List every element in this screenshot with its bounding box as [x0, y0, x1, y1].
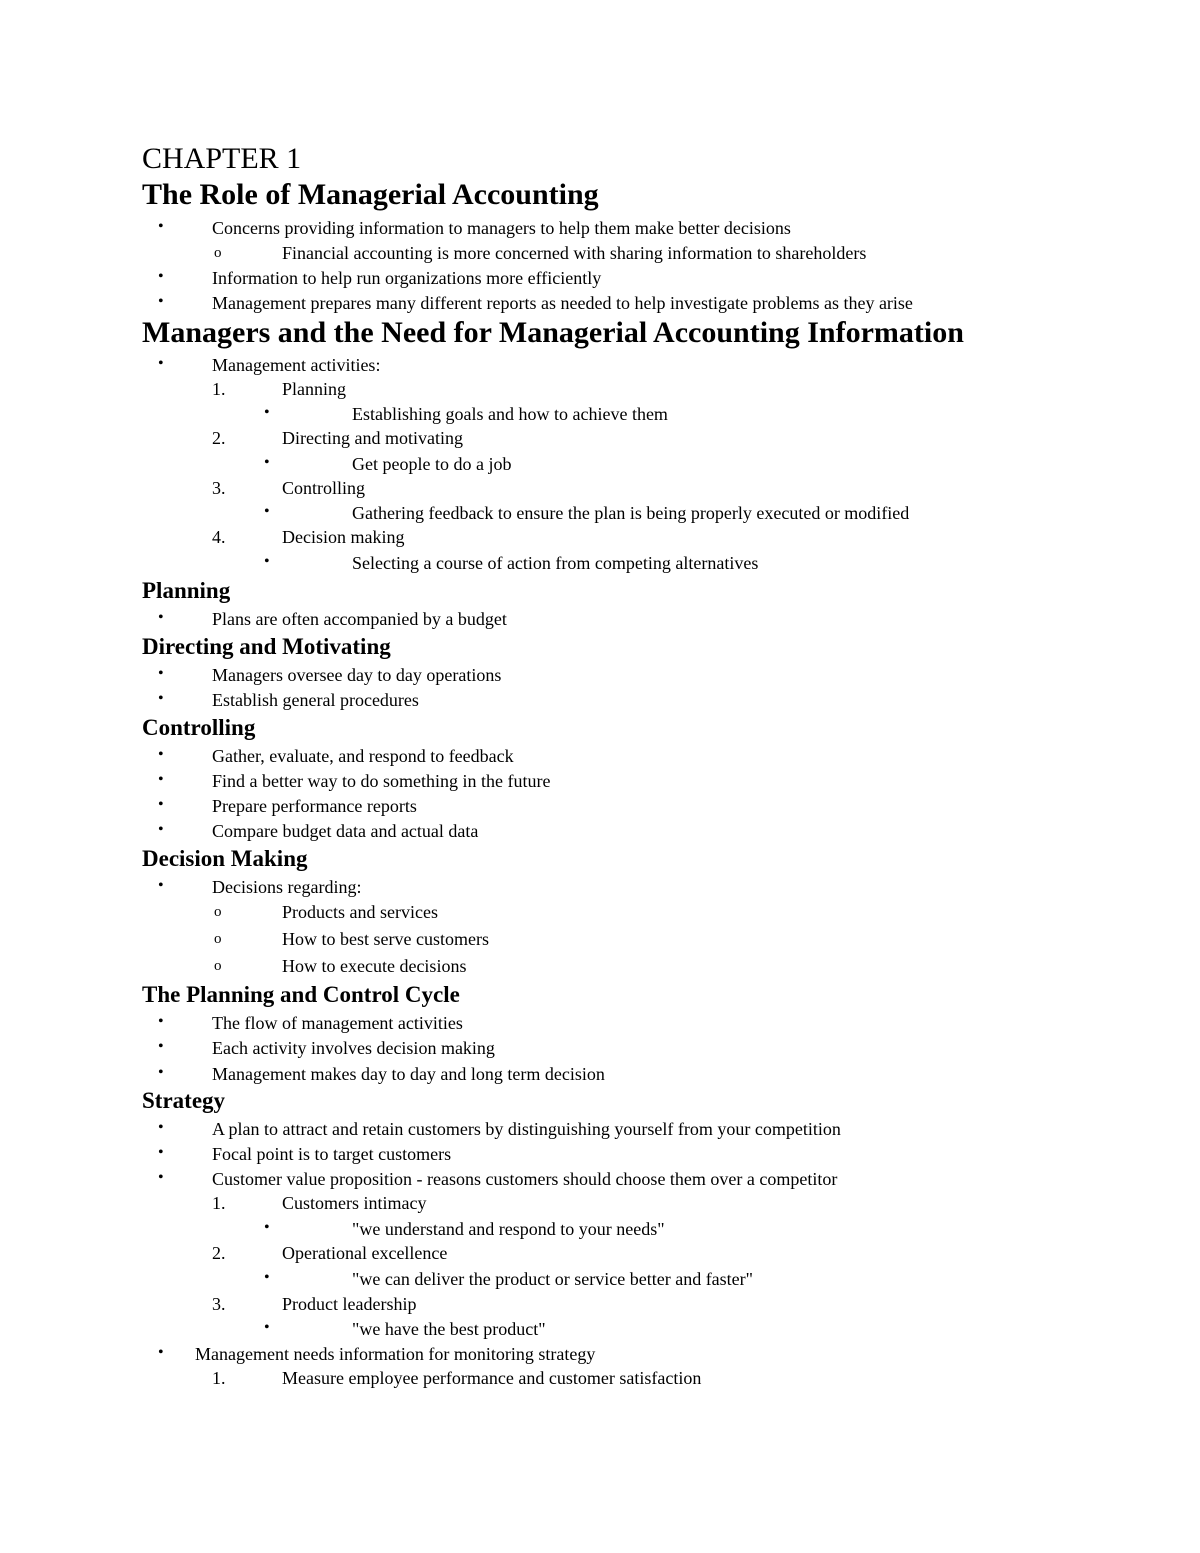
list-item: Product leadership [282, 1294, 417, 1314]
list-item: Controlling [282, 478, 366, 498]
list-item: Establish general procedures [212, 690, 419, 710]
section-heading-cycle: The Planning and Control Cycle [142, 982, 460, 1007]
bullet-marker: • [158, 690, 164, 707]
bullet-marker: • [158, 1013, 164, 1030]
bullet-marker: • [264, 454, 270, 471]
list-item: Decision making [282, 527, 405, 547]
bullet-marker: • [158, 293, 164, 310]
bullet-marker: • [158, 355, 164, 372]
bullet-marker: • [158, 746, 164, 763]
bullet-marker: • [158, 1064, 164, 1081]
list-item: Establishing goals and how to achieve them [352, 404, 668, 424]
section-heading-planning: Planning [142, 578, 231, 603]
bullet-marker: • [158, 1344, 164, 1361]
list-item: Get people to do a job [352, 454, 512, 474]
number-marker: 2. [212, 1243, 226, 1263]
list-item: Find a better way to do something in the future [212, 771, 551, 791]
number-marker: 2. [212, 428, 226, 448]
list-item: Plans are often accompanied by a budget [212, 609, 507, 629]
bullet-marker: • [158, 1169, 164, 1186]
bullet-marker: • [264, 553, 270, 570]
list-item: How to best serve customers [282, 929, 489, 949]
list-item: Compare budget data and actual data [212, 821, 479, 841]
list-item: Management prepares many different reports as needed to help investigate problems as they arise [212, 293, 913, 313]
list-item: Concerns providing information to managers to help them make better decisions [212, 218, 791, 238]
section-heading-strategy: Strategy [142, 1088, 226, 1113]
circle-marker: o [214, 904, 222, 920]
number-marker: 3. [212, 478, 226, 498]
number-marker: 4. [212, 527, 226, 547]
bullet-marker: • [158, 796, 164, 813]
list-item: Management makes day to day and long term decision [212, 1064, 605, 1084]
circle-marker: o [214, 245, 222, 261]
list-item: Selecting a course of action from competing alternatives [352, 553, 759, 573]
bullet-marker: • [264, 1319, 270, 1336]
list-item: Decisions regarding: [212, 877, 362, 897]
circle-marker: o [214, 931, 222, 947]
number-marker: 1. [212, 379, 226, 399]
section-heading-directing: Directing and Motivating [142, 634, 391, 659]
chapter-label: CHAPTER 1 [142, 142, 302, 175]
list-item: Products and services [282, 902, 438, 922]
list-item: Customers intimacy [282, 1193, 427, 1213]
number-marker: 3. [212, 1294, 226, 1314]
section-heading-decision: Decision Making [142, 846, 308, 871]
list-item: Gathering feedback to ensure the plan is being properly executed or modified [352, 503, 910, 523]
bullet-marker: • [158, 877, 164, 894]
list-item: A plan to attract and retain customers by distinguishing yourself from your competition [212, 1119, 841, 1139]
list-item: Measure employee performance and customer satisfaction [282, 1368, 702, 1388]
list-item: Information to help run organizations more efficiently [212, 268, 602, 288]
bullet-marker: • [158, 1038, 164, 1055]
number-marker: 1. [212, 1193, 226, 1213]
list-item: Each activity involves decision making [212, 1038, 495, 1058]
number-marker: 1. [212, 1368, 226, 1388]
list-item: "we understand and respond to your needs" [352, 1219, 665, 1239]
bullet-marker: • [158, 268, 164, 285]
list-item: "we have the best product" [352, 1319, 546, 1339]
list-item: Prepare performance reports [212, 796, 417, 816]
bullet-marker: • [158, 821, 164, 838]
section-heading-controlling: Controlling [142, 715, 256, 740]
list-item: Customer value proposition - reasons customers should choose them over a competitor [212, 1169, 838, 1189]
section-heading-managers: Managers and the Need for Managerial Accounting Information [142, 316, 964, 349]
list-item: Managers oversee day to day operations [212, 665, 502, 685]
bullet-marker: • [264, 1219, 270, 1236]
list-item: Management activities: [212, 355, 381, 375]
bullet-marker: • [264, 1269, 270, 1286]
bullet-marker: • [158, 218, 164, 235]
list-item: Gather, evaluate, and respond to feedback [212, 746, 514, 766]
circle-marker: o [214, 958, 222, 974]
page-title: The Role of Managerial Accounting [142, 178, 599, 211]
list-item: Planning [282, 379, 347, 399]
bullet-marker: • [158, 1144, 164, 1161]
bullet-marker: • [158, 609, 164, 626]
list-item: Focal point is to target customers [212, 1144, 452, 1164]
list-item: The flow of management activities [212, 1013, 463, 1033]
bullet-marker: • [264, 404, 270, 421]
bullet-marker: • [158, 771, 164, 788]
list-item: "we can deliver the product or service better and faster" [352, 1269, 754, 1289]
bullet-marker: • [158, 665, 164, 682]
list-item: Operational excellence [282, 1243, 448, 1263]
bullet-marker: • [158, 1119, 164, 1136]
list-item: Management needs information for monitoring strategy [195, 1344, 596, 1364]
list-item: How to execute decisions [282, 956, 467, 976]
bullet-marker: • [264, 503, 270, 520]
list-item: Directing and motivating [282, 428, 463, 448]
list-item: Financial accounting is more concerned with sharing information to shareholders [282, 243, 867, 263]
